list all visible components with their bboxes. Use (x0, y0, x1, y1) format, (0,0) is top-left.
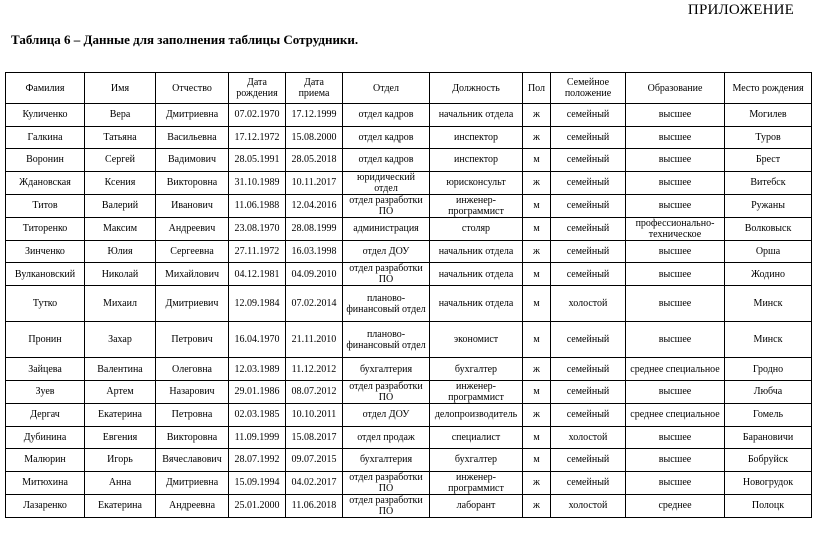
table-cell: Лазаренко (6, 494, 85, 517)
table-cell: м (523, 217, 551, 240)
table-cell: Воронин (6, 149, 85, 172)
table-cell: Дмитриевна (156, 104, 229, 127)
table-cell: Брест (725, 149, 812, 172)
column-header: Место рождения (725, 73, 812, 104)
table-cell: отдел продаж (343, 426, 430, 449)
table-cell: Малюрин (6, 449, 85, 472)
table-row (6, 471, 812, 494)
table-cell: 11.09.1999 (229, 426, 286, 449)
table-cell: ж (523, 403, 551, 426)
table-cell: м (523, 380, 551, 403)
table-cell: 04.02.2017 (286, 471, 343, 494)
table-cell: Зайцева (6, 358, 85, 381)
table-cell: Волковыск (725, 217, 812, 240)
table-cell: высшее (626, 449, 725, 472)
table-cell: Юлия (85, 240, 156, 263)
table-cell: 16.03.1998 (286, 240, 343, 263)
table-cell: экономист (430, 322, 523, 358)
table-cell: инженер-программист (430, 471, 523, 494)
table-cell: 17.12.1972 (229, 126, 286, 149)
table-cell: инженер-программист (430, 194, 523, 217)
table-cell: начальник отдела (430, 286, 523, 322)
table-cell: семейный (551, 240, 626, 263)
table-row (6, 104, 812, 127)
table-cell: холостой (551, 286, 626, 322)
table-cell: Евгения (85, 426, 156, 449)
table-cell: высшее (626, 104, 725, 127)
table-cell: семейный (551, 380, 626, 403)
table-cell: бухгалтерия (343, 449, 430, 472)
table-cell: Галкина (6, 126, 85, 149)
table-cell: семейный (551, 322, 626, 358)
table-cell: 11.06.2018 (286, 494, 343, 517)
table-cell: Ружаны (725, 194, 812, 217)
table-cell: Михайлович (156, 263, 229, 286)
table-caption: Таблица 6 – Данные для заполнения таблицы Сотрудники. (11, 32, 359, 47)
column-header: Отдел (343, 73, 430, 104)
table-cell: Андреевна (156, 494, 229, 517)
table-cell: 23.08.1970 (229, 217, 286, 240)
table-cell: семейный (551, 471, 626, 494)
table-cell: 28.07.1992 (229, 449, 286, 472)
table-cell: Дмитриевна (156, 471, 229, 494)
table-cell: 25.01.2000 (229, 494, 286, 517)
column-header: Образование (626, 73, 725, 104)
table-cell: ж (523, 104, 551, 127)
table-cell: 12.09.1984 (229, 286, 286, 322)
table-cell: бухгалтерия (343, 358, 430, 381)
table-cell: Туров (725, 126, 812, 149)
table-cell: Ждановская (6, 171, 85, 194)
table-cell: Вячеславович (156, 449, 229, 472)
table-cell: Новогрудок (725, 471, 812, 494)
table-row (6, 426, 812, 449)
table-row (6, 217, 812, 240)
table-row (6, 240, 812, 263)
table-cell: м (523, 263, 551, 286)
table-cell: 16.04.1970 (229, 322, 286, 358)
table-row (6, 358, 812, 381)
table-cell: среднее специальное (626, 403, 725, 426)
table-cell: Валерий (85, 194, 156, 217)
table-cell: Тутко (6, 286, 85, 322)
table-row (6, 322, 812, 358)
table-cell: Вулкановский (6, 263, 85, 286)
table-cell: 04.09.2010 (286, 263, 343, 286)
table-cell: семейный (551, 149, 626, 172)
table-cell: 07.02.1970 (229, 104, 286, 127)
table-cell: начальник отдела (430, 240, 523, 263)
table-cell: 15.08.2000 (286, 126, 343, 149)
table-cell: инспектор (430, 149, 523, 172)
column-header: Отчество (156, 73, 229, 104)
table-cell: 28.05.2018 (286, 149, 343, 172)
table-cell: Иванович (156, 194, 229, 217)
table-cell: Екатерина (85, 403, 156, 426)
table-cell: семейный (551, 263, 626, 286)
column-header: Фамилия (6, 73, 85, 104)
table-cell: среднее (626, 494, 725, 517)
table-cell: холостой (551, 426, 626, 449)
table-header (6, 73, 812, 104)
table-cell: Гомель (725, 403, 812, 426)
table-cell: инспектор (430, 126, 523, 149)
table-cell: среднее специальное (626, 358, 725, 381)
table-cell: Орша (725, 240, 812, 263)
table-cell: 17.12.1999 (286, 104, 343, 127)
table-cell: м (523, 194, 551, 217)
table-cell: юридический отдел (343, 171, 430, 194)
table-cell: Артем (85, 380, 156, 403)
table-cell: Максим (85, 217, 156, 240)
table-cell: Зуев (6, 380, 85, 403)
table-cell: семейный (551, 194, 626, 217)
table-cell: Игорь (85, 449, 156, 472)
table-cell: 11.12.2012 (286, 358, 343, 381)
table-cell: семейный (551, 126, 626, 149)
table-cell: семейный (551, 217, 626, 240)
table-cell: Бобруйск (725, 449, 812, 472)
table-cell: Дергач (6, 403, 85, 426)
table-cell: м (523, 449, 551, 472)
table-cell: м (523, 322, 551, 358)
table-cell: Екатерина (85, 494, 156, 517)
table-cell: отдел разработки ПО (343, 380, 430, 403)
table-cell: ж (523, 471, 551, 494)
table-cell: Витебск (725, 171, 812, 194)
table-cell: 02.03.1985 (229, 403, 286, 426)
table-cell: 10.10.2011 (286, 403, 343, 426)
table-cell: начальник отдела (430, 263, 523, 286)
column-header: Имя (85, 73, 156, 104)
table-cell: Минск (725, 286, 812, 322)
table-cell: отдел разработки ПО (343, 263, 430, 286)
table-cell: Викторовна (156, 426, 229, 449)
table-cell: высшее (626, 322, 725, 358)
table-cell: высшее (626, 286, 725, 322)
table-cell: высшее (626, 263, 725, 286)
table-cell: Сергей (85, 149, 156, 172)
table-cell: Любча (725, 380, 812, 403)
table-cell: специалист (430, 426, 523, 449)
table-cell: 12.03.1989 (229, 358, 286, 381)
column-header: Дата приема (286, 73, 343, 104)
column-header: Должность (430, 73, 523, 104)
table-cell: отдел разработки ПО (343, 494, 430, 517)
table-cell: планово-финансовый отдел (343, 286, 430, 322)
table-cell: семейный (551, 358, 626, 381)
table-cell: бухгалтер (430, 358, 523, 381)
table-cell: Зинченко (6, 240, 85, 263)
table-cell: Михаил (85, 286, 156, 322)
table-row (6, 149, 812, 172)
table-cell: Вадимович (156, 149, 229, 172)
table-cell: высшее (626, 471, 725, 494)
table-cell: столяр (430, 217, 523, 240)
table-cell: начальник отдела (430, 104, 523, 127)
table-cell: отдел разработки ПО (343, 471, 430, 494)
table-cell: Николай (85, 263, 156, 286)
table-cell: 12.04.2016 (286, 194, 343, 217)
table-cell: Барановичи (725, 426, 812, 449)
table-cell: 07.02.2014 (286, 286, 343, 322)
table-cell: лаборант (430, 494, 523, 517)
table-cell: 15.09.1994 (229, 471, 286, 494)
table-cell: семейный (551, 403, 626, 426)
table-cell: профессионально-техническое (626, 217, 725, 240)
table-cell: Назарович (156, 380, 229, 403)
table-cell: отдел кадров (343, 149, 430, 172)
table-cell: Петрович (156, 322, 229, 358)
appendix-label: ПРИЛОЖЕНИЕ (687, 2, 794, 18)
table-cell: Могилев (725, 104, 812, 127)
table-cell: высшее (626, 194, 725, 217)
table-cell: высшее (626, 171, 725, 194)
table-cell: Татьяна (85, 126, 156, 149)
table-cell: семейный (551, 449, 626, 472)
column-header: Дата рождения (229, 73, 286, 104)
table-cell: ж (523, 126, 551, 149)
table-cell: 15.08.2017 (286, 426, 343, 449)
employees-table (5, 72, 812, 518)
table-row (6, 380, 812, 403)
table-cell: м (523, 149, 551, 172)
table-cell: юрисконсульт (430, 171, 523, 194)
table-cell: планово-финансовый отдел (343, 322, 430, 358)
table-row (6, 494, 812, 517)
table-cell: 27.11.1972 (229, 240, 286, 263)
table-cell: отдел кадров (343, 104, 430, 127)
table-cell: высшее (626, 240, 725, 263)
table-cell: ж (523, 171, 551, 194)
table-cell: 28.05.1991 (229, 149, 286, 172)
table-cell: отдел кадров (343, 126, 430, 149)
table-cell: ж (523, 240, 551, 263)
table-body (6, 104, 812, 518)
table-cell: ж (523, 358, 551, 381)
table-cell: высшее (626, 149, 725, 172)
table-cell: высшее (626, 426, 725, 449)
table-cell: 28.08.1999 (286, 217, 343, 240)
table-cell: Васильевна (156, 126, 229, 149)
header-row (6, 73, 812, 104)
table-cell: 04.12.1981 (229, 263, 286, 286)
table-cell: Полоцк (725, 494, 812, 517)
table-cell: ж (523, 494, 551, 517)
table-cell: 31.10.1989 (229, 171, 286, 194)
table-cell: администрация (343, 217, 430, 240)
table-row (6, 194, 812, 217)
table-cell: семейный (551, 104, 626, 127)
table-cell: Петровна (156, 403, 229, 426)
table-cell: Андреевич (156, 217, 229, 240)
table-cell: Дмитриевич (156, 286, 229, 322)
table-cell: Валентина (85, 358, 156, 381)
table-cell: Гродно (725, 358, 812, 381)
table-row (6, 171, 812, 194)
table-cell: Вера (85, 104, 156, 127)
column-header: Семейное положение (551, 73, 626, 104)
table-cell: Викторовна (156, 171, 229, 194)
table-cell: холостой (551, 494, 626, 517)
table-cell: Жодино (725, 263, 812, 286)
table-cell: высшее (626, 126, 725, 149)
table-cell: отдел разработки ПО (343, 194, 430, 217)
table-cell: 21.11.2010 (286, 322, 343, 358)
table-row (6, 449, 812, 472)
table-cell: делопроизводитель (430, 403, 523, 426)
table-cell: Титов (6, 194, 85, 217)
table-row (6, 286, 812, 322)
table-cell: Минск (725, 322, 812, 358)
table-cell: 08.07.2012 (286, 380, 343, 403)
table-cell: м (523, 426, 551, 449)
table-cell: Дубинина (6, 426, 85, 449)
table-cell: 10.11.2017 (286, 171, 343, 194)
table-cell: отдел ДОУ (343, 403, 430, 426)
table-cell: семейный (551, 171, 626, 194)
column-header: Пол (523, 73, 551, 104)
table-cell: Ксения (85, 171, 156, 194)
table-cell: высшее (626, 380, 725, 403)
table-cell: 29.01.1986 (229, 380, 286, 403)
table-row (6, 126, 812, 149)
table-cell: инженер-программист (430, 380, 523, 403)
table-cell: Олеговна (156, 358, 229, 381)
table-cell: бухгалтер (430, 449, 523, 472)
table-cell: отдел ДОУ (343, 240, 430, 263)
table-cell: 09.07.2015 (286, 449, 343, 472)
table-cell: Пронин (6, 322, 85, 358)
table-cell: Титоренко (6, 217, 85, 240)
table-cell: Сергеевна (156, 240, 229, 263)
table-cell: Анна (85, 471, 156, 494)
table-row (6, 263, 812, 286)
table-cell: Куличенко (6, 104, 85, 127)
table-cell: Захар (85, 322, 156, 358)
table-cell: м (523, 286, 551, 322)
table-cell: 11.06.1988 (229, 194, 286, 217)
table-cell: Митюхина (6, 471, 85, 494)
table-row (6, 403, 812, 426)
